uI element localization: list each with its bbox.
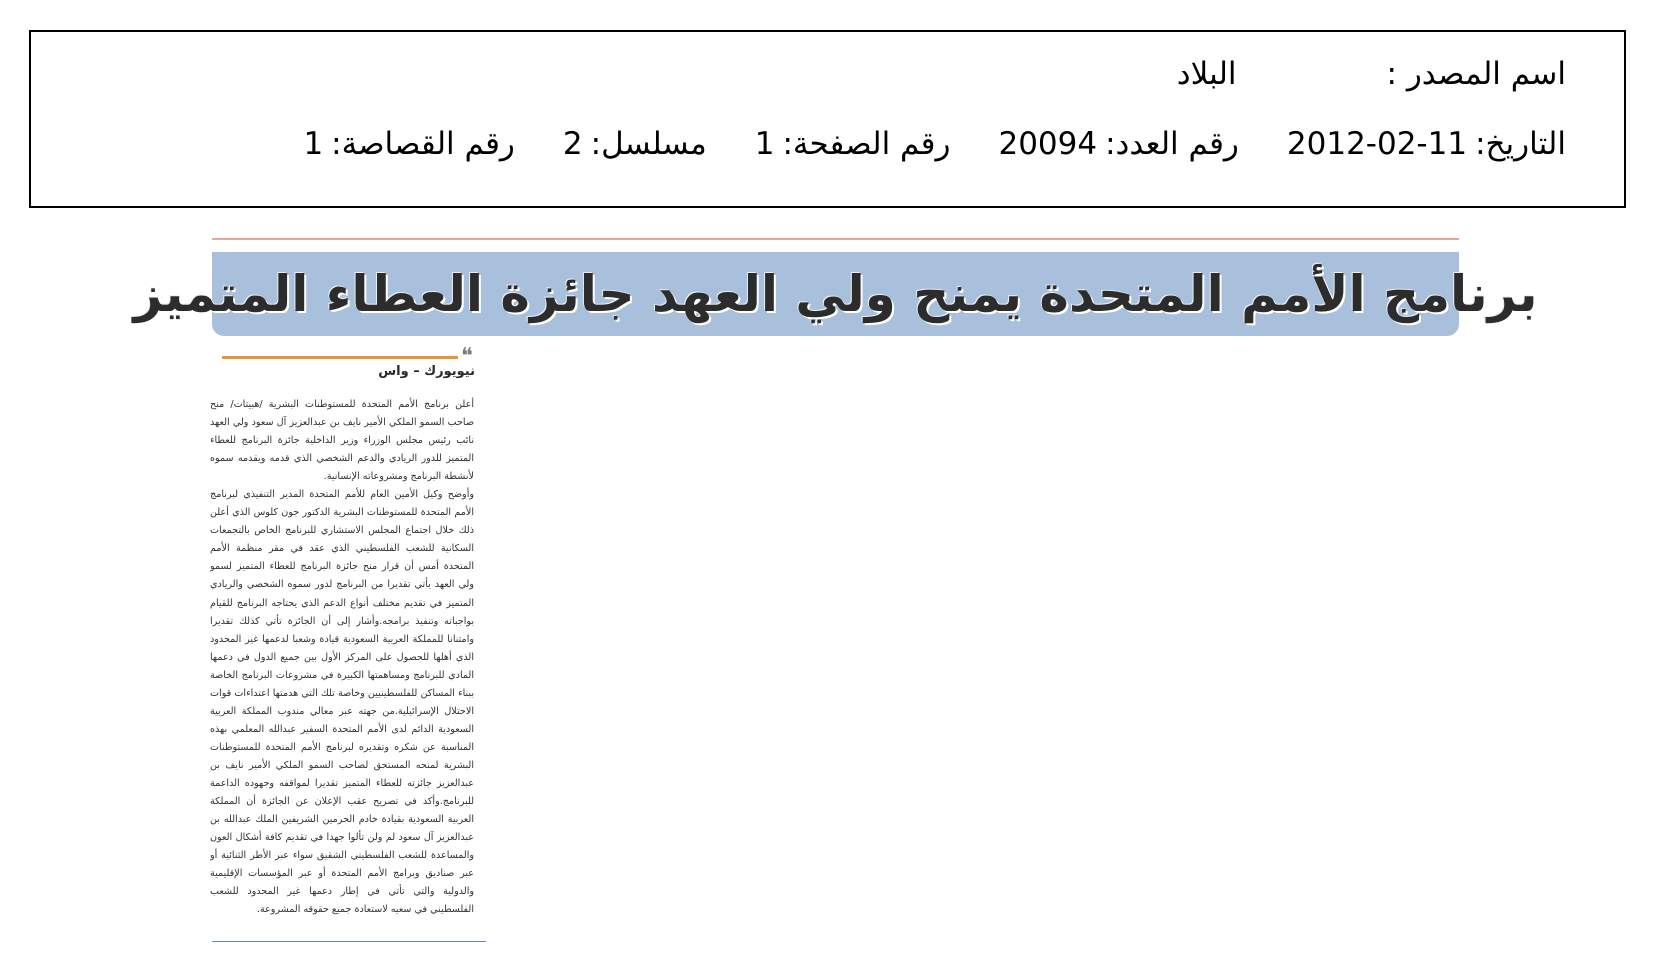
serial-value: 2 (562, 126, 583, 162)
source-row (1177, 56, 1566, 92)
details-row (255, 126, 1566, 162)
quote-mark-icon: ❝ (461, 344, 473, 369)
date-value: 2012-02-11 (1286, 126, 1468, 162)
page-value: 1 (754, 126, 775, 162)
date-label: التاريخ: (1475, 126, 1566, 162)
date-field (1287, 126, 1566, 162)
clip-label: رقم القصاصة: (331, 126, 515, 162)
clip-field (303, 126, 514, 162)
headline-top-divider (212, 238, 1459, 240)
article-bottom-divider (212, 941, 486, 942)
issue-label: رقم العدد: (1105, 126, 1239, 162)
page-label: رقم الصفحة: (782, 126, 951, 162)
serial-field (563, 126, 707, 162)
headline-banner (133, 252, 1538, 336)
clip-value: 1 (303, 126, 324, 162)
dateline-divider (222, 356, 458, 359)
article-body (210, 396, 474, 934)
source-label: اسم المصدر : (1386, 56, 1566, 92)
page-field (755, 126, 951, 162)
serial-label: مسلسل: (590, 126, 707, 162)
source-value: البلاد (1176, 56, 1237, 92)
clipping-info-box (29, 30, 1626, 208)
article-dateline: نيويورك – واس (378, 364, 475, 379)
issue-value: 20094 (998, 126, 1098, 162)
article-paragraph: وأوضح وكيل الأمين العام للأمم المتحدة المدير التنفيذي لبرنامج الأمم المتحدة للمستوطنات البشرية الدكتور جون كلوس الذي أعلن ذلك خلال اجتماع المجلس الاستشاري للبرنامج الخاص بالتجمعات السكانية للشعب الفلسطيني الذي عقد في مقر منظمة الأمم المتحدة أمس أن قرار منح جائزة البرنامج للعطاء المتميز لسمو ولي العهد يأتي تقديرا من البرنامج لدور سموه الشخصي والريادي المتميز في تقديم مختلف أنواع الدعم الذي يحتاجه البرنامج للقيام بواجباته وتنفيذ برامجه.وأشار إلى أن الجائزة تأتي كذلك تقديرا وامتنانا للمملكة العربية السعودية قيادة وشعبا لدعمها غير المحدود الذي أهلها للحصول على المركز الأول بين جميع الدول في دعمها المادي للبرنامج ومساهمتها الكبيرة في مشروعات البرنامج الخاصة ببناء المساكن للفلسطينيين وخاصة تلك التي هدمتها اعتداءات قوات الاحتلال الإسرائيلية.من جهته عبر معالي مندوب المملكة العربية السعودية الدائم لدى الأمم المتحدة السفير عبدالله المعلمي بهذه المناسبة عن شكره وتقديره لبرنامج الأمم المتحدة للمستوطنات البشرية لمنحه المستحق لصاحب السمو الملكي الأمير نايف بن عبدالعزيز جائزته للعطاء المتميز تقديرا لمواقفه وجهوده الداعمة للبرنامج.وأكد في تصريح عقب الإعلان عن الجائزة أن المملكة العربية السعودية بقيادة خادم الحرمين الشريفين الملك عبدالله بن عبدالعزيز آل سعود لم ولن تألوا جهدا في تقديم كافة أشكال العون والمساعدة للشعب الفلسطيني الشقيق سواء عبر الأطر الثنائية أو عبر صناديق وبرامج الأمم المتحدة أو عبر المؤسسات الإقليمية والدولية والتي تأتي في إطار دعمها غير المحدود للشعب الفلسطيني في سعيه لاستعادة جميع حقوقه المشروعة. (210, 489, 474, 916)
issue-field (998, 126, 1238, 162)
article-paragraph: أعلن برنامج الأمم المتحدة للمستوطنات البشرية /هبيتات/ منح صاحب السمو الملكي الأمير نايف بن عبدالعزيز آل سعود ولي العهد نائب رئيس مجلس الوزراء وزير الداخلية جائزة البرنامج للعطاء المتميز للدور الريادي والدعم الشخصي الذي قدمه ويقدمه سموه لأنشطة البرنامج ومشروعاته الإنسانية. (210, 399, 474, 483)
article-headline: برنامج الأمم المتحدة يمنح ولي العهد جائزة العطاء المتميز (133, 265, 1538, 323)
